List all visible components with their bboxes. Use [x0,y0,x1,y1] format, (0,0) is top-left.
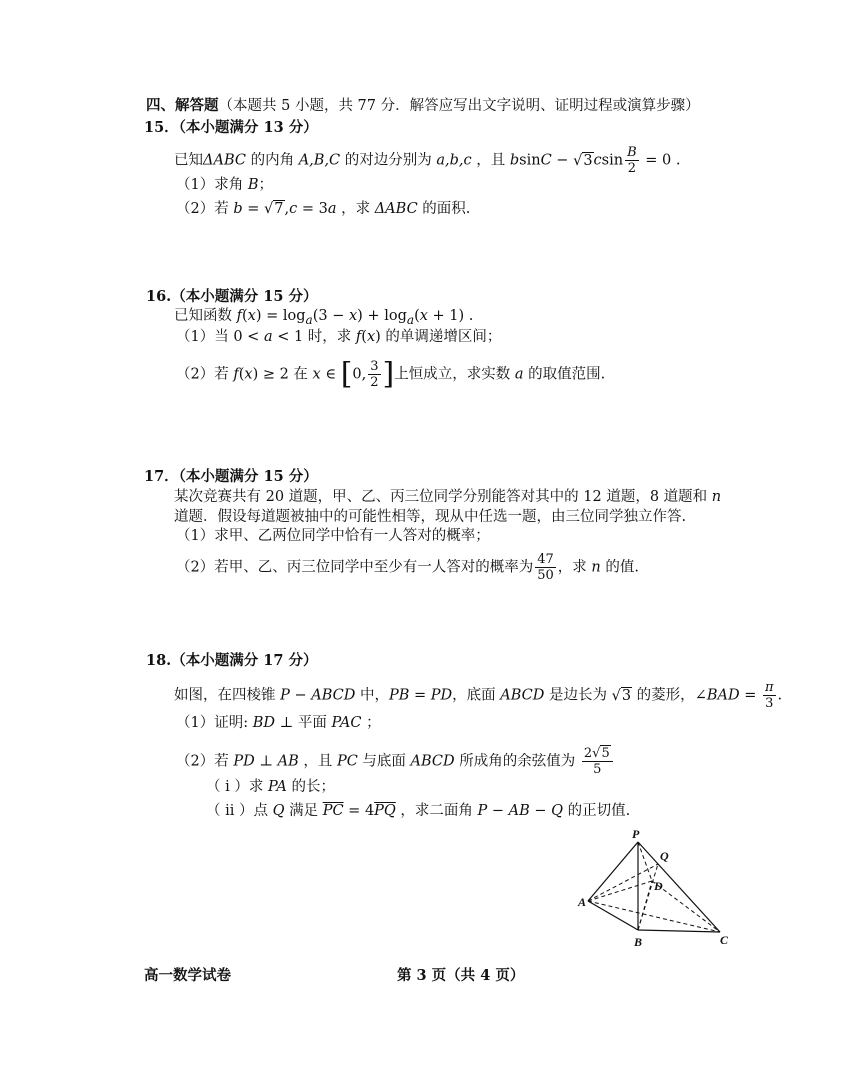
q18-sub2-text: 的正切值. [563,803,631,819]
q16-math: 0, [352,366,367,383]
q18-sub1-text: 的长； [286,779,335,795]
q18-part1-text: ； [361,715,381,731]
q16-part1-text: < 1 时，求 [272,329,356,345]
footer-exam-name: 高一数学试卷 [144,967,231,984]
fraction-denominator: 2 [627,161,637,176]
q16-math: + 1) . [427,308,474,324]
q16-math: x [312,366,321,383]
q15-math: ΔABC [374,201,418,217]
q16-part1-text: （1）当 0 < [176,329,264,345]
q18-math: ABCD [500,687,545,704]
q16-math: a [263,329,273,345]
q16-part2-text: 的取值范围. [523,366,606,383]
q17-stem-text: 某次竞赛共有 20 道题，甲、乙、丙三位同学分别能答对其中的 12 道题，8 道题和 [174,489,712,505]
q16-part2-text: （2）若 [176,366,234,383]
fraction-numerator: 47 [537,552,554,567]
q15-math: , [284,201,290,217]
q15-math: a [327,201,337,217]
q16-math: ) ≥ 2 在 [252,366,313,383]
q18-math: PA [267,779,287,795]
label-d: D [654,879,663,893]
q16-math: a [514,366,524,383]
q18-fraction [582,746,613,777]
fraction-denominator: 3 [765,696,774,711]
label-c: C [720,933,729,947]
q17-stem-line1 [174,487,721,507]
q18-sub1-text: （ i ）求 [206,779,268,795]
q15-stem-text: 已知 [174,152,203,169]
q15-math: = [242,201,265,217]
q18-math: PD [233,753,255,770]
q18-part1 [176,713,381,733]
q18-header: 18.（本小题满分 17 分） [146,652,318,669]
q18-stem-text: 中， [355,687,389,704]
q17-part2-text: （2）若甲、乙、丙三位同学中至少有一人答对的概率为 [176,559,534,576]
q15-math: c [593,152,602,169]
edge-ab [588,901,638,930]
section-heading-line [146,96,700,116]
q15-math: b [233,201,243,217]
q18-sub2-text: 满足 [284,803,323,819]
q16-math: f [355,329,362,345]
q18-stem-text: ，底面 [452,687,501,704]
q16-math: ( [361,329,367,345]
q16-part1-text: ) 的单调递增区间； [375,329,502,345]
q15-math: B [247,177,259,193]
segment-bq [638,864,658,930]
q15-stem-text: 的内角 [245,152,299,169]
q16-math: x [244,366,253,383]
q18-math: . [777,687,783,704]
sqrt-symbol: √7 [264,201,284,217]
label-p: P [632,827,640,841]
q15-math: b [509,152,520,169]
q16-fraction [368,359,380,390]
q16-math: f [233,366,239,383]
q15-math: c [289,201,298,217]
q16-math: x [247,308,256,324]
q15-math: C [540,152,552,169]
q17-part2-text: 的值. [600,559,639,576]
q18-math: ∠BAD [694,687,740,704]
q15-stem-text: ，且 [471,152,510,169]
q18-part2 [176,746,615,777]
q18-sub1 [206,777,335,797]
q16-math: x [366,329,376,345]
q15-header: 15．（本小题满分 13 分） [144,119,318,136]
fraction-denominator: 2 [370,375,379,390]
q18-math: ⊥ [254,753,278,770]
q18-part1-text: （1）证明: [176,715,253,731]
q16-math: ( [241,308,248,324]
fraction-denominator: 50 [537,568,554,583]
q16-math: ∈ [320,366,341,383]
sqrt-symbol: √3 [573,152,593,169]
q15-part1 [176,175,273,195]
fraction-numerator-radicand: 5 [601,746,610,761]
q16-math: f [236,308,242,324]
q18-stem [174,680,782,711]
edge-pa [588,842,638,901]
q15-math: sin [519,152,541,169]
q18-math: = [739,687,761,704]
q16-math: a [406,312,415,327]
q18-math: AB [277,753,299,770]
q18-math: P − ABCD [280,687,356,704]
fraction-numerator: π [764,680,774,695]
label-a: A [578,895,587,909]
q18-math: ABCD [410,753,455,770]
q16-math: ) = log [255,308,306,324]
q17-part2-text: ，求 [557,559,592,576]
fraction-numerator: B [627,145,637,160]
section-heading: 四、解答题 [146,97,219,114]
q15-fraction [625,145,639,176]
sqrt-symbol: √3 [611,687,632,704]
right-bracket: ] [382,356,395,392]
q18-math: = 4 [343,803,375,819]
q16-part1 [176,327,501,347]
sqrt-symbol: √5 [592,746,610,761]
q15-stem [174,145,680,176]
q15-part2-text: （2）若 [176,201,234,217]
q17-math: n [591,559,601,576]
fraction-denominator: 5 [593,762,602,777]
q18-sub2 [206,801,630,821]
q18-part2-text: 与底面 [357,753,411,770]
left-bracket: [ [340,356,353,392]
fraction-numerator [582,746,613,762]
q18-stem-text: 的菱形， [632,687,695,704]
q15-part2 [176,199,470,219]
q16-math: ( [238,366,245,383]
q15-part2-text: 的面积. [417,201,471,217]
q15-math: a,b,c [436,152,472,169]
q17-part2 [176,552,639,583]
q18-fraction [763,680,776,711]
q15-math: = 3 [297,201,328,217]
q15-math: sin [601,152,624,169]
q18-math: ⊥ 平面 [275,715,332,731]
q15-part2-text: ，求 [336,201,375,217]
q17-part1: （1）求甲、乙两位同学中恰有一人答对的概率； [176,528,490,544]
q18-stem-text: 如图，在四棱锥 [174,687,281,704]
q17-stem-line2: 道题．假设每道题被抽中的可能性相等，现从中任选一题，由三位同学独立作答. [174,509,687,525]
pyramid-figure [568,826,736,954]
q15-math: 7 [274,201,284,217]
q16-math: ( [414,308,420,324]
q17-header: 17．（本小题满分 15 分） [144,468,318,485]
q15-math: ΔABC [203,152,246,169]
edge-bc [638,930,720,932]
footer-page-number: 第 3 页（共 4 页） [397,967,525,984]
q18-stem-text: 是边长为 [544,687,612,704]
q18-sub2-text: （ ii ）点 [206,803,273,819]
q15-math: 3 [583,152,593,169]
diagonal-ac [588,901,720,932]
q18-math: PC [336,753,358,770]
q18-part2-text: ，且 [298,753,337,770]
q16-math: ) + log [357,308,407,324]
label-b: B [634,935,643,949]
q16-math: (3 − [312,308,349,324]
q18-math: BD [252,715,276,731]
q18-math: P − AB − Q [477,803,564,819]
q18-math: Q [272,803,285,819]
q18-math: PB = PD [388,687,453,704]
label-q: Q [660,849,669,863]
vector-pq: $\overline{PQ}$ [374,803,396,819]
q16-header: 16.（本小题满分 15 分） [146,288,318,305]
vector-pc: $\overline{PC}$ [322,803,344,819]
section-instruction: （本题共 5 小题，共 77 分．解答应写出文字说明、证明过程或演算步骤） [218,98,700,114]
q18-part2-text: 所成角的余弦值为 [454,753,580,770]
q16-stem-text: 已知函数 [174,308,237,324]
edge-pd [638,842,652,881]
q15-math: − [551,152,574,169]
fraction-numerator: 3 [370,359,379,374]
q15-stem-text: 的对边分别为 [340,152,437,169]
q18-math: PAC [331,715,362,731]
q15-math: = 0 . [640,152,681,169]
fraction-numerator-coef: 2 [583,746,593,761]
q16-part2 [176,356,606,392]
q18-sub2-text: ，求二面角 [395,803,478,819]
q16-math: x [419,308,428,324]
q17-math: n [711,489,722,505]
q15-math: A,B,C [298,152,341,169]
q17-fraction [535,552,556,583]
q18-math: 3 [621,687,632,704]
q16-math: x [348,308,358,324]
q15-part1-text: ； [258,177,273,193]
q15-part1-text: （1）求角 [176,177,248,193]
q16-part2-text: 上恒成立，求实数 [394,366,515,383]
q16-math: a [305,312,313,327]
q18-part2-text: （2）若 [176,753,234,770]
